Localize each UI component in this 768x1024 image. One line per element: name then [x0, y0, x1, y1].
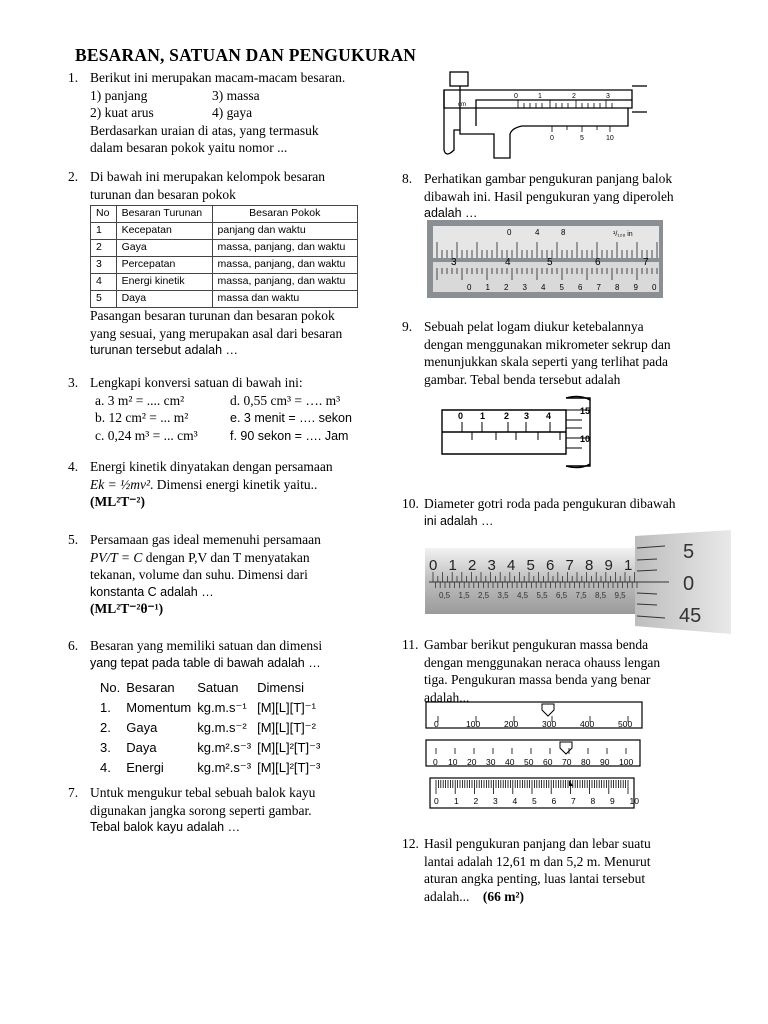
q10-half-label: 1,5	[458, 591, 470, 600]
question-number: 9.	[402, 319, 413, 334]
question-8	[402, 170, 732, 221]
beam2-label: 90	[600, 757, 610, 767]
question-4	[68, 458, 388, 511]
q8-top-label: 4	[535, 228, 540, 237]
beam3-label: 4	[512, 796, 518, 806]
caliper-unit: cm	[458, 102, 466, 108]
table-cell: 4	[91, 274, 117, 291]
micrometer-figure	[440, 392, 600, 472]
q8-bottom-label: 9	[633, 283, 638, 292]
triple-beam-balance-figure	[424, 700, 646, 810]
equation: PV/T = C	[90, 549, 143, 565]
question-12	[402, 835, 732, 905]
q8-main-label: 3	[451, 257, 457, 268]
option: 1) panjang	[90, 87, 148, 103]
thimble-label: 45	[679, 605, 702, 627]
q10-half-label: 8,5	[595, 591, 607, 600]
answer: (66 m²)	[482, 888, 525, 904]
question-text: yang sesuai, yang merupakan asal dari besaran	[90, 325, 343, 341]
q10-half-label: 5,5	[536, 591, 548, 600]
q10-half-label: 6,5	[556, 591, 568, 600]
table-cell: massa dan waktu	[212, 291, 357, 308]
question-text: turunan dan besaran pokok	[90, 186, 236, 202]
table-row	[97, 758, 323, 778]
question-text: Berdasarkan uraian di atas, yang termasuk	[90, 122, 319, 138]
beam2-label: 40	[505, 757, 515, 767]
q8-top-label: 0	[507, 228, 512, 237]
question-number: 5.	[68, 532, 79, 547]
table-cell: panjang dan waktu	[212, 223, 357, 240]
table-cell: [M][L][T]⁻²	[257, 719, 316, 735]
beam3-label: 10	[629, 796, 639, 806]
question-text: lantai adalah 12,61 m dan 5,2 m. Menurut	[424, 853, 651, 869]
beam1-label: 500	[618, 719, 633, 729]
question-text: Sebuah pelat logam diukur ketebalannya	[424, 319, 644, 334]
question-text: Energi kinetik dinyatakan dengan persamaan	[90, 459, 333, 474]
question-text: Persamaan gas ideal memenuhi persamaan	[90, 532, 321, 547]
question-number: 7.	[68, 785, 79, 800]
q10-half-label: 4,5	[517, 591, 529, 600]
beam2-label: 70	[562, 757, 572, 767]
question-number: 4.	[68, 459, 79, 474]
conversion-item: c. 0,24 m³ = ... cm³	[95, 427, 198, 443]
question-text: Diameter gotri roda pada pengukuran dibawah	[424, 496, 676, 511]
q10-main-label: 1	[448, 557, 457, 574]
question-6	[68, 637, 388, 671]
table-cell: massa, panjang, dan waktu	[212, 274, 357, 291]
question-3	[68, 374, 388, 444]
table-header: Besaran Pokok	[212, 206, 357, 223]
q10-main-label: 7	[565, 557, 574, 574]
beam3-label: 0	[434, 796, 439, 806]
question-text: Perhatikan gambar pengukuran panjang balok	[424, 171, 673, 186]
q10-half-label: 9,5	[614, 591, 626, 600]
table-row	[97, 718, 323, 738]
question-11	[402, 636, 732, 706]
table-row	[91, 223, 358, 240]
q8-main-label: 6	[595, 257, 601, 268]
table-cell: [M][L]²[T]⁻³	[257, 759, 321, 775]
question-text: Besaran yang memiliki satuan dan dimensi	[90, 638, 323, 653]
q8-unit: ¹/₁₂₈ in	[613, 231, 633, 238]
question-text: Gambar berikut pengukuran massa benda	[424, 637, 649, 652]
beam1-label: 200	[504, 719, 519, 729]
beam1-label: 100	[466, 719, 481, 729]
table-cell: massa, panjang, dan waktu	[212, 257, 357, 274]
micrometer-label: 3	[524, 411, 530, 421]
question-9	[402, 318, 732, 388]
table-cell: kg.m².s⁻³	[197, 739, 252, 755]
question-10	[402, 495, 732, 529]
q10-main-label: 8	[585, 557, 594, 574]
beam2-label: 60	[543, 757, 553, 767]
question-text: digunakan jangka sorong seperti gambar.	[90, 802, 312, 818]
beam2-label: 80	[581, 757, 591, 767]
thimble-label: 10	[580, 434, 591, 444]
q8-bottom-label: 0	[652, 283, 657, 292]
q8-bottom-label: 7	[596, 283, 601, 292]
question-text: tekanan, volume dan suhu. Dimensi dari	[90, 567, 308, 583]
question-text: . Dimensi energi kinetik yaitu..	[150, 476, 318, 492]
table-cell: Momentum	[126, 699, 192, 715]
table-cell: 1	[91, 223, 117, 240]
caliper-vernier-label: 0	[550, 135, 554, 142]
caliper-main-label: 2	[572, 93, 576, 100]
beam3-label: 9	[610, 796, 615, 806]
question-text: dengan menggunakan mikrometer sekrup dan	[424, 336, 671, 352]
table-cell: kg.m.s⁻¹	[197, 699, 247, 715]
table-cell: 2	[91, 240, 117, 257]
beam2-label: 20	[467, 757, 477, 767]
page-title: BESARAN, SATUAN DAN PENGUKURAN	[75, 45, 417, 65]
q10-main-label: 0	[429, 557, 438, 574]
beam3-label: 7	[571, 796, 576, 806]
q8-bottom-label: 3	[522, 283, 527, 292]
option: 4) gaya	[212, 105, 253, 121]
thimble-label: 0	[683, 573, 695, 595]
question-number: 1.	[68, 70, 79, 85]
q8-bottom-label: 1	[485, 283, 490, 292]
beam3-label: 8	[590, 796, 596, 806]
table-header: Besaran Turunan	[116, 206, 212, 223]
table-row	[97, 738, 323, 758]
question-text: adalah …	[424, 206, 478, 221]
q10-main-label: 4	[507, 557, 516, 574]
equation: Ek = ½mv²	[90, 476, 151, 492]
q10-main-label: 3	[487, 557, 496, 574]
caliper-main-label: 1	[538, 93, 542, 100]
table-cell: Gaya	[116, 240, 212, 257]
option: 2) kuat arus	[90, 105, 154, 121]
question-text: tiga. Pengukuran massa benda yang benar	[424, 672, 651, 688]
table-row	[91, 257, 358, 274]
question-text: dengan P,V dan T menyatakan	[145, 549, 310, 565]
table-cell: 4.	[100, 759, 111, 775]
question-text: dengan menggunakan neraca ohauss lengan	[424, 654, 661, 670]
table-cell: Percepatan	[116, 257, 212, 274]
micrometer-label: 1	[480, 411, 486, 421]
question-text: dibawah ini. Hasil pengukuran yang diperoleh	[424, 188, 674, 204]
table-header: No.	[100, 679, 121, 695]
table-cell: Daya	[126, 739, 157, 755]
q8-bottom-label: 8	[615, 283, 620, 292]
q10-half-label: 2,5	[478, 591, 490, 600]
table-cell: Kecepatan	[116, 223, 212, 240]
question-number: 2.	[68, 169, 79, 184]
question-text: gambar. Tebal benda tersebut adalah	[424, 371, 621, 387]
question-text: konstanta C adalah …	[90, 584, 214, 599]
table-cell: massa, panjang, dan waktu	[212, 240, 357, 257]
caliper-vernier-label: 10	[606, 135, 614, 142]
besaran-table	[90, 205, 358, 308]
micrometer-photo-figure	[425, 530, 731, 634]
q8-top-label: 8	[561, 228, 566, 237]
option: 3) massa	[212, 87, 260, 103]
q8-bottom-label: 5	[559, 283, 564, 292]
caliper-vernier-label: 5	[580, 135, 584, 142]
caliper-main-label: 3	[606, 93, 610, 100]
micrometer-label: 0	[458, 411, 464, 421]
beam3-label: 2	[473, 796, 479, 806]
question-1	[68, 69, 388, 157]
beam2-label: 0	[433, 757, 438, 767]
q10-half-label: 3,5	[497, 591, 509, 600]
caliper-main-label: 0	[514, 93, 518, 100]
micrometer-label: 4	[546, 411, 552, 421]
question-text: ini adalah …	[424, 513, 494, 528]
table-cell: 3	[91, 257, 117, 274]
question-text: Lengkapi konversi satuan di bawah ini:	[90, 375, 303, 390]
q8-main-label: 4	[505, 257, 511, 268]
q10-main-label: 1	[624, 557, 633, 574]
table-cell: kg.m.s⁻²	[197, 719, 247, 735]
q8-bottom-label: 4	[541, 283, 546, 292]
q10-half-label: 0,5	[439, 591, 451, 600]
beam1-label: 300	[542, 719, 557, 729]
q10-main-label: 2	[468, 557, 477, 574]
table-cell: Daya	[116, 291, 212, 308]
question-5	[68, 531, 388, 617]
conversion-item: a. 3 m² = .... cm²	[95, 392, 185, 408]
question-7	[68, 784, 388, 835]
beam3-label: 5	[532, 796, 537, 806]
table-cell: kg.m².s⁻³	[197, 759, 252, 775]
beam1-label: 400	[580, 719, 595, 729]
q8-bottom-label: 0	[467, 283, 472, 292]
conversion-item: d. 0,55 cm³ = …. m³	[230, 392, 341, 408]
beam2-label: 30	[486, 757, 496, 767]
q8-bottom-label: 6	[578, 283, 583, 292]
table-cell: [M][L][T]⁻¹	[257, 699, 316, 715]
q10-main-label: 5	[526, 557, 535, 574]
thimble-label: 5	[683, 541, 695, 563]
table-row	[91, 274, 358, 291]
beam2-label: 50	[524, 757, 534, 767]
q10-main-label: 9	[604, 557, 613, 574]
q10-main-label: 6	[546, 557, 555, 574]
table-cell: [M][L]²[T]⁻³	[257, 739, 321, 755]
question-text: dalam besaran pokok yaitu nomor ...	[90, 140, 288, 156]
conversion-item: b. 12 cm² = ... m²	[95, 410, 189, 426]
table-header: Satuan	[197, 679, 239, 695]
beam3-label: 1	[454, 796, 459, 806]
table-cell: 5	[91, 291, 117, 308]
q10-half-label: 7,5	[575, 591, 587, 600]
question-number: 6.	[68, 638, 79, 653]
table-cell: Energi	[126, 759, 164, 775]
q8-bottom-label: 2	[504, 283, 509, 292]
table-cell: Gaya	[126, 719, 158, 735]
beam2-label: 10	[448, 757, 458, 767]
table-cell: 2.	[100, 719, 111, 735]
question-number: 10.	[402, 496, 419, 511]
question-text: adalah...	[424, 689, 470, 705]
table-header: Besaran	[126, 679, 175, 695]
beam3-label: 3	[493, 796, 498, 806]
conversion-item: e. 3 menit = …. sekon	[230, 411, 352, 426]
question-text: turunan tersebut adalah …	[90, 343, 239, 358]
question-text: adalah...	[424, 888, 470, 904]
vernier-caliper-figure	[432, 70, 647, 166]
table-header: Dimensi	[257, 679, 305, 695]
table-header: No	[91, 206, 117, 223]
table-cell: Energi kinetik	[116, 274, 212, 291]
conversion-item: f. 90 sekon = …. Jam	[230, 428, 349, 443]
micrometer-label: 2	[504, 411, 510, 421]
question-text: yang tepat pada table di bawah adalah …	[90, 655, 321, 670]
vernier-scale-figure	[427, 220, 663, 298]
question-text: Untuk mengukur tebal sebuah balok kayu	[90, 785, 316, 800]
question-text: Hasil pengukuran panjang dan lebar suatu	[424, 836, 651, 851]
answer: (ML²T⁻²)	[90, 494, 145, 510]
question-text: Tebal balok kayu adalah …	[90, 820, 241, 835]
thimble-label: 15	[580, 406, 591, 416]
table-cell: 3.	[100, 739, 111, 755]
table-cell: 1.	[100, 699, 111, 715]
question-2-tail	[90, 307, 390, 358]
satuan-dimensi-table	[97, 678, 323, 778]
question-text: menunjukkan skala seperti yang terlihat pada	[424, 354, 669, 370]
question-text: Berikut ini merupakan macam-macam besaran.	[90, 70, 346, 85]
beam3-label: 6	[551, 796, 557, 806]
table-row	[91, 240, 358, 257]
question-text: Pasangan besaran turunan dan besaran pokok	[90, 308, 335, 323]
question-number: 11.	[402, 637, 419, 652]
question-number: 3.	[68, 375, 79, 390]
question-text: Di bawah ini merupakan kelompok besaran	[90, 169, 326, 184]
q8-main-label: 7	[643, 257, 649, 268]
table-row	[97, 698, 323, 718]
question-number: 8.	[402, 171, 413, 186]
table-row	[91, 291, 358, 308]
beam1-label: 0	[434, 719, 439, 729]
beam2-label: 100	[619, 757, 634, 767]
q8-main-label: 5	[547, 257, 553, 268]
question-number: 12.	[402, 836, 419, 851]
answer: (ML²T⁻²θ⁻¹)	[90, 600, 164, 616]
question-text: aturan angka penting, luas lantai tersebut	[424, 871, 646, 887]
question-2	[68, 168, 388, 203]
